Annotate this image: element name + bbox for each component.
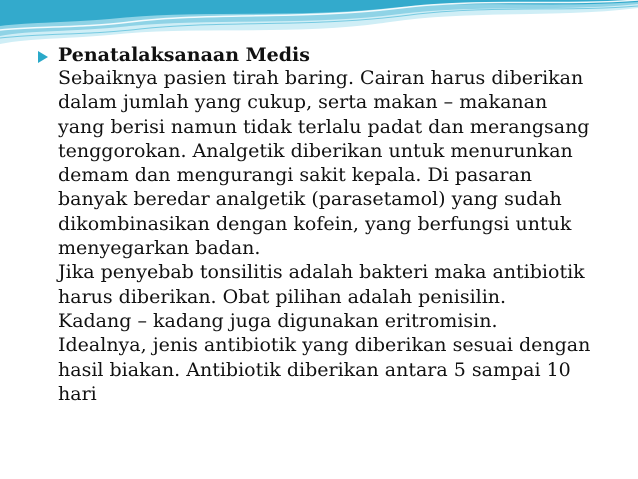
body-line: Jika penyebab tonsilitis adalah bakteri maka antibiotik xyxy=(58,261,585,284)
body-line: dikombinasikan dengan kofein, yang berfungsi untuk xyxy=(58,212,572,235)
body-line: tenggorokan. Analgetik diberikan untuk menurunkan xyxy=(58,139,573,162)
body-line: menyegarkan badan. xyxy=(58,237,261,260)
slide-content xyxy=(38,44,628,406)
body-line: yang berisi namun tidak terlalu padat dan merangsang xyxy=(58,115,590,138)
body-line: hari xyxy=(58,382,97,405)
bullet-item xyxy=(38,44,628,406)
body-line: Idealnya, jenis antibiotik yang diberikan sesuai dengan xyxy=(58,334,591,357)
body-line: demam dan mengurangi sakit kepala. Di pasaran xyxy=(58,164,533,187)
body-line: harus diberikan. Obat pilihan adalah penisilin. xyxy=(58,285,507,308)
section-heading: Penatalaksanaan Medis xyxy=(58,44,310,66)
body-line: Sebaiknya pasien tirah baring. Cairan harus diberikan xyxy=(58,67,584,89)
body-line: Kadang – kadang juga digunakan eritromisin. xyxy=(58,309,498,332)
body-line: hasil biakan. Antibiotik diberikan antara 5 sampai 10 xyxy=(58,358,571,381)
body-line: dalam jumlah yang cukup, serta makan – makanan xyxy=(58,91,548,114)
body-line: banyak beredar analgetik (parasetamol) yang sudah xyxy=(58,188,562,211)
bullet-arrow-icon xyxy=(38,51,48,63)
